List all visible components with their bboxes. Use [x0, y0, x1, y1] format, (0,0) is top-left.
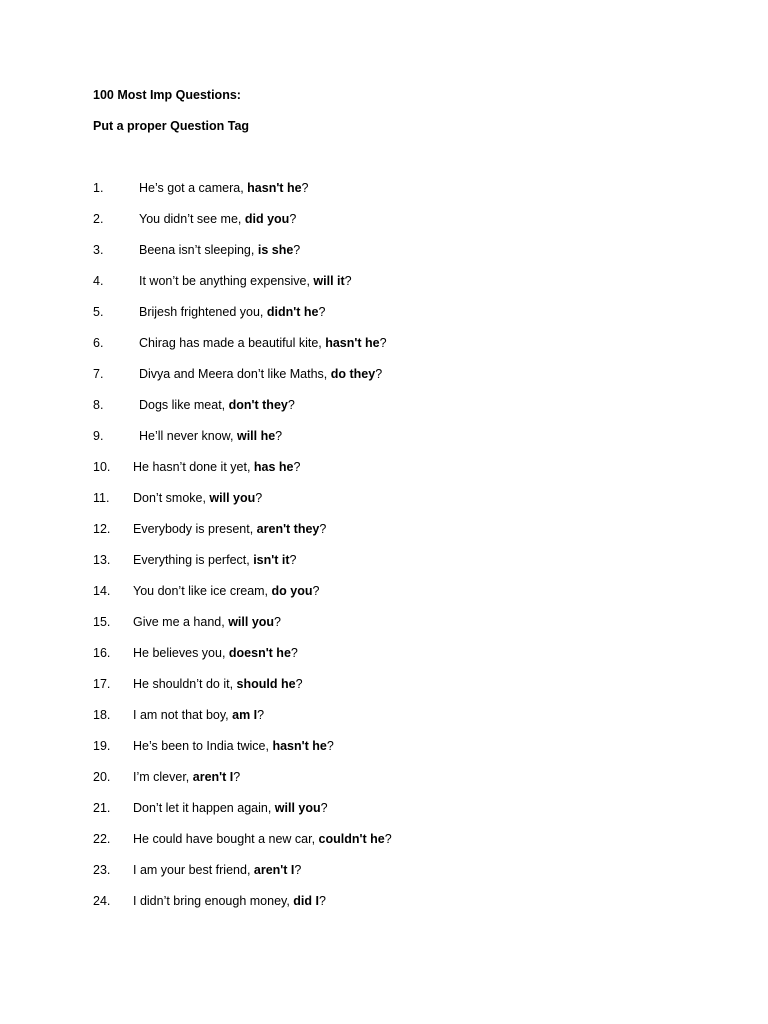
question-item	[0, 707, 768, 738]
question-mark: ?	[274, 615, 281, 629]
question-number: 11.	[93, 491, 110, 505]
question-number: 10.	[93, 460, 111, 474]
question-mark: ?	[287, 398, 295, 412]
question-statement: You didn’t see me,	[139, 212, 245, 226]
question-item	[0, 862, 768, 893]
question-item	[0, 242, 768, 273]
question-item	[0, 459, 768, 490]
question-item	[0, 521, 768, 552]
question-number: 20.	[93, 770, 111, 784]
question-item	[0, 211, 768, 242]
question-sentence	[133, 893, 326, 909]
question-item	[0, 180, 768, 211]
question-tag: did you	[244, 212, 290, 226]
question-number: 12.	[93, 522, 111, 536]
question-tag: aren't I	[192, 770, 234, 784]
question-tag: will you	[209, 491, 256, 505]
question-statement: He’ll never know,	[139, 429, 237, 443]
question-item	[0, 273, 768, 304]
question-mark: ?	[295, 677, 303, 691]
question-statement: I’m clever,	[133, 770, 193, 784]
question-item	[0, 397, 768, 428]
question-sentence	[139, 428, 282, 444]
question-number: 9.	[93, 429, 104, 443]
question-item	[0, 583, 768, 614]
question-mark: ?	[290, 646, 298, 660]
question-sentence	[139, 180, 308, 196]
question-statement: He’s got a camera,	[139, 181, 248, 195]
question-statement: Brijesh frightened you,	[139, 305, 267, 319]
question-statement: Everything is perfect,	[133, 553, 254, 567]
question-sentence	[133, 862, 301, 878]
question-statement: Give me a hand,	[133, 615, 229, 629]
question-sentence	[133, 459, 300, 475]
question-tag: will you	[228, 615, 275, 629]
question-tag: don't they	[228, 398, 288, 412]
question-tag: aren't I	[253, 863, 295, 877]
question-tag: hasn't he	[272, 739, 327, 753]
question-mark: ?	[375, 367, 383, 381]
question-item	[0, 552, 768, 583]
question-sentence	[133, 707, 264, 723]
question-mark: ?	[320, 801, 328, 815]
document-title: 100 Most Imp Questions:	[93, 88, 241, 102]
question-statement: He hasn’t done it yet,	[133, 460, 254, 474]
question-number: 13.	[93, 553, 111, 567]
question-tag: did I	[293, 894, 319, 908]
question-mark: ?	[289, 212, 297, 226]
question-statement: I am not that boy,	[133, 708, 233, 722]
question-statement: I didn’t bring enough money,	[133, 894, 294, 908]
question-mark: ?	[255, 491, 263, 505]
question-tag: has he	[253, 460, 294, 474]
question-sentence	[139, 335, 387, 351]
question-number: 5.	[93, 305, 104, 319]
question-number: 19.	[93, 739, 111, 753]
question-number: 21.	[93, 801, 111, 815]
question-statement: He could have bought a new car,	[133, 832, 319, 846]
question-item	[0, 769, 768, 800]
question-tag: will you	[274, 801, 321, 815]
question-sentence	[133, 552, 296, 568]
question-mark: ?	[293, 460, 301, 474]
question-mark: ?	[289, 553, 297, 567]
question-sentence	[133, 769, 240, 785]
question-mark: ?	[301, 181, 309, 195]
question-tag: do they	[330, 367, 376, 381]
question-number: 1.	[93, 181, 104, 195]
question-tag: will it	[313, 274, 345, 288]
question-statement: I am your best friend,	[133, 863, 254, 877]
question-statement: Everybody is present,	[133, 522, 257, 536]
question-item	[0, 800, 768, 831]
question-mark: ?	[233, 770, 241, 784]
question-item	[0, 490, 768, 521]
question-item	[0, 614, 768, 645]
question-number: 6.	[93, 336, 104, 350]
question-sentence	[139, 211, 296, 227]
question-mark: ?	[257, 708, 265, 722]
question-statement: He believes you,	[133, 646, 229, 660]
question-tag: is she	[257, 243, 294, 257]
question-number: 16.	[93, 646, 111, 660]
question-sentence	[133, 831, 392, 847]
question-mark: ?	[293, 243, 301, 257]
question-mark: ?	[294, 863, 302, 877]
question-number: 23.	[93, 863, 111, 877]
question-tag: aren't they	[256, 522, 320, 536]
question-mark: ?	[384, 832, 392, 846]
document-subtitle: Put a proper Question Tag	[93, 119, 250, 133]
question-sentence	[139, 273, 352, 289]
question-tag: didn't he	[266, 305, 319, 319]
question-tag: hasn't he	[247, 181, 302, 195]
question-tag: should he	[236, 677, 296, 691]
question-number: 4.	[93, 274, 104, 288]
question-statement: Don’t smoke,	[133, 491, 210, 505]
question-number: 18.	[93, 708, 111, 722]
question-tag: hasn't he	[325, 336, 380, 350]
question-sentence	[133, 800, 328, 816]
question-tag: will he	[236, 429, 276, 443]
question-statement: He’s been to India twice,	[133, 739, 273, 753]
question-sentence	[133, 676, 303, 692]
question-item	[0, 738, 768, 769]
question-mark: ?	[326, 739, 334, 753]
question-statement: Chirag has made a beautiful kite,	[139, 336, 326, 350]
question-item	[0, 893, 768, 924]
question-number: 8.	[93, 398, 104, 412]
question-sentence	[133, 521, 326, 537]
question-sentence	[139, 397, 295, 413]
question-list	[0, 180, 768, 924]
question-item	[0, 831, 768, 862]
question-statement: Dogs like meat,	[139, 398, 229, 412]
question-statement: You don’t like ice cream,	[133, 584, 272, 598]
question-sentence	[139, 242, 300, 258]
question-statement: Beena isn’t sleeping,	[139, 243, 258, 257]
question-item	[0, 676, 768, 707]
question-sentence	[139, 366, 382, 382]
question-tag: doesn't he	[228, 646, 291, 660]
question-item	[0, 428, 768, 459]
question-sentence	[133, 645, 298, 661]
question-number: 22.	[93, 832, 111, 846]
question-number: 7.	[93, 367, 104, 381]
question-tag: am I	[232, 708, 258, 722]
question-item	[0, 645, 768, 676]
question-number: 2.	[93, 212, 104, 226]
question-mark: ?	[344, 274, 352, 288]
question-number: 24.	[93, 894, 111, 908]
question-number: 15.	[93, 615, 111, 629]
question-item	[0, 366, 768, 397]
question-mark: ?	[319, 522, 327, 536]
question-tag: do you	[271, 584, 313, 598]
question-tag: isn't it	[253, 553, 290, 567]
question-mark: ?	[379, 336, 387, 350]
question-number: 3.	[93, 243, 104, 257]
question-sentence	[133, 614, 281, 630]
question-item	[0, 304, 768, 335]
question-mark: ?	[318, 305, 326, 319]
question-sentence	[133, 583, 319, 599]
question-number: 17.	[93, 677, 111, 691]
question-mark: ?	[319, 894, 326, 908]
question-statement: Don’t let it happen again,	[133, 801, 275, 815]
question-sentence	[133, 738, 334, 754]
question-statement: He shouldn’t do it,	[133, 677, 237, 691]
question-sentence	[139, 304, 325, 320]
question-sentence	[133, 490, 262, 506]
question-number: 14.	[93, 584, 111, 598]
question-mark: ?	[312, 584, 320, 598]
question-item	[0, 335, 768, 366]
question-tag: couldn't he	[318, 832, 385, 846]
question-statement: It won’t be anything expensive,	[139, 274, 314, 288]
question-mark: ?	[275, 429, 283, 443]
question-statement: Divya and Meera don’t like Maths,	[139, 367, 331, 381]
